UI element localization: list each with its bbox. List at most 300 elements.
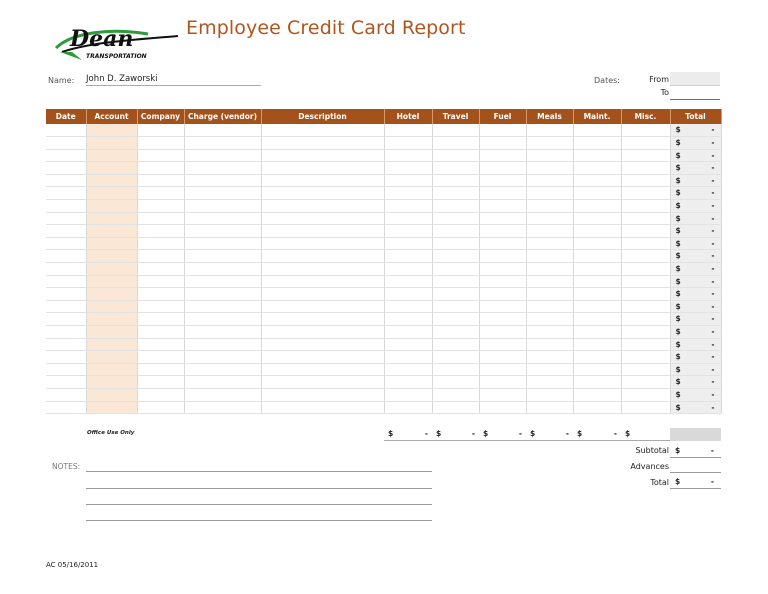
misc-cell[interactable] — [621, 162, 670, 175]
date-cell[interactable] — [46, 200, 86, 213]
description-cell[interactable] — [261, 300, 384, 313]
sum-value: - — [471, 429, 475, 438]
description-cell[interactable] — [261, 401, 384, 414]
company-cell[interactable] — [137, 313, 184, 326]
fuel-cell[interactable] — [479, 212, 526, 225]
company-cell[interactable] — [137, 401, 184, 414]
maint-cell[interactable] — [573, 376, 621, 389]
date-cell[interactable] — [46, 162, 86, 175]
date-cell[interactable] — [46, 237, 86, 250]
table-row — [46, 388, 721, 401]
company-cell[interactable] — [137, 376, 184, 389]
fuel-cell[interactable] — [479, 250, 526, 263]
misc-cell[interactable] — [621, 300, 670, 313]
hotel-cell[interactable] — [384, 124, 432, 137]
date-cell[interactable] — [46, 313, 86, 326]
meals-cell[interactable] — [526, 124, 573, 137]
description-cell[interactable] — [261, 174, 384, 187]
column-header: Maint. — [573, 109, 621, 124]
account-cell[interactable] — [86, 300, 137, 313]
travel-cell[interactable] — [432, 388, 479, 401]
company-cell[interactable] — [137, 250, 184, 263]
advances-field[interactable] — [670, 459, 721, 473]
description-cell[interactable] — [261, 363, 384, 376]
meals-cell[interactable] — [526, 313, 573, 326]
company-cell[interactable] — [137, 174, 184, 187]
company-cell[interactable] — [137, 263, 184, 276]
vendor-cell[interactable] — [184, 237, 261, 250]
maint-cell[interactable] — [573, 338, 621, 351]
meals-cell[interactable] — [526, 363, 573, 376]
currency-symbol: $ — [388, 429, 394, 438]
misc-cell[interactable] — [621, 376, 670, 389]
misc-cell[interactable] — [621, 250, 670, 263]
account-cell[interactable] — [86, 200, 137, 213]
travel-cell[interactable] — [432, 174, 479, 187]
maint-cell[interactable] — [573, 275, 621, 288]
meals-cell[interactable] — [526, 162, 573, 175]
date-cell[interactable] — [46, 225, 86, 238]
fuel-cell[interactable] — [479, 313, 526, 326]
row-total-cell — [670, 288, 721, 301]
misc-cell[interactable] — [621, 338, 670, 351]
travel-cell[interactable] — [432, 212, 479, 225]
account-cell[interactable] — [86, 376, 137, 389]
maint-cell[interactable] — [573, 351, 621, 364]
currency-symbol: $ — [675, 301, 681, 311]
description-cell[interactable] — [261, 250, 384, 263]
meals-cell[interactable] — [526, 212, 573, 225]
meals-cell[interactable] — [526, 388, 573, 401]
company-cell[interactable] — [137, 388, 184, 401]
account-cell[interactable] — [86, 174, 137, 187]
hotel-cell[interactable] — [384, 401, 432, 414]
vendor-cell[interactable] — [184, 326, 261, 339]
company-cell[interactable] — [137, 300, 184, 313]
vendor-cell[interactable] — [184, 250, 261, 263]
row-total-value: - — [711, 138, 715, 148]
maint-cell[interactable] — [573, 300, 621, 313]
misc-cell[interactable] — [621, 137, 670, 150]
maint-cell[interactable] — [573, 401, 621, 414]
maint-cell[interactable] — [573, 124, 621, 137]
travel-cell[interactable] — [432, 149, 479, 162]
hotel-cell[interactable] — [384, 376, 432, 389]
hotel-cell[interactable] — [384, 300, 432, 313]
vendor-cell[interactable] — [184, 376, 261, 389]
subtotal-label: Subtotal — [635, 446, 669, 455]
misc-cell[interactable] — [621, 212, 670, 225]
account-cell[interactable] — [86, 338, 137, 351]
hotel-cell[interactable] — [384, 388, 432, 401]
company-cell[interactable] — [137, 363, 184, 376]
currency-symbol: $ — [675, 226, 681, 236]
travel-cell[interactable] — [432, 338, 479, 351]
from-date-field[interactable] — [670, 72, 720, 86]
date-cell[interactable] — [46, 300, 86, 313]
fuel-cell[interactable] — [479, 363, 526, 376]
misc-cell[interactable] — [621, 401, 670, 414]
meals-cell[interactable] — [526, 187, 573, 200]
fuel-cell[interactable] — [479, 388, 526, 401]
maint-cell[interactable] — [573, 388, 621, 401]
account-cell[interactable] — [86, 363, 137, 376]
vendor-cell[interactable] — [184, 149, 261, 162]
date-cell[interactable] — [46, 326, 86, 339]
maint-cell[interactable] — [573, 288, 621, 301]
description-cell[interactable] — [261, 162, 384, 175]
misc-cell[interactable] — [621, 363, 670, 376]
hotel-cell[interactable] — [384, 200, 432, 213]
travel-cell[interactable] — [432, 326, 479, 339]
maint-cell[interactable] — [573, 263, 621, 276]
meals-cell[interactable] — [526, 149, 573, 162]
hotel-cell[interactable] — [384, 149, 432, 162]
description-cell[interactable] — [261, 124, 384, 137]
company-cell[interactable] — [137, 338, 184, 351]
account-cell[interactable] — [86, 212, 137, 225]
row-total-cell — [670, 326, 721, 339]
hotel-cell[interactable] — [384, 313, 432, 326]
fuel-cell[interactable] — [479, 124, 526, 137]
travel-cell[interactable] — [432, 288, 479, 301]
company-cell[interactable] — [137, 351, 184, 364]
currency-symbol: $ — [675, 276, 681, 286]
fuel-cell[interactable] — [479, 351, 526, 364]
fuel-cell[interactable] — [479, 137, 526, 150]
travel-cell[interactable] — [432, 124, 479, 137]
fuel-cell[interactable] — [479, 288, 526, 301]
travel-cell[interactable] — [432, 237, 479, 250]
table-row — [46, 326, 721, 339]
description-cell[interactable] — [261, 149, 384, 162]
description-cell[interactable] — [261, 376, 384, 389]
fuel-cell[interactable] — [479, 237, 526, 250]
fuel-cell[interactable] — [479, 187, 526, 200]
row-total-value: - — [711, 402, 715, 412]
date-cell[interactable] — [46, 137, 86, 150]
meals-cell[interactable] — [526, 351, 573, 364]
vendor-cell[interactable] — [184, 263, 261, 276]
vendor-cell[interactable] — [184, 388, 261, 401]
company-cell[interactable] — [137, 237, 184, 250]
date-cell[interactable] — [46, 174, 86, 187]
date-cell[interactable] — [46, 288, 86, 301]
notes-label: NOTES: — [52, 462, 81, 471]
company-cell[interactable] — [137, 326, 184, 339]
fuel-cell[interactable] — [479, 376, 526, 389]
vendor-cell[interactable] — [184, 275, 261, 288]
description-cell[interactable] — [261, 237, 384, 250]
fuel-cell[interactable] — [479, 326, 526, 339]
travel-cell[interactable] — [432, 162, 479, 175]
vendor-cell[interactable] — [184, 300, 261, 313]
hotel-cell[interactable] — [384, 250, 432, 263]
maint-cell[interactable] — [573, 363, 621, 376]
currency-symbol: $ — [675, 175, 681, 185]
currency-symbol: $ — [675, 138, 681, 148]
misc-cell[interactable] — [621, 237, 670, 250]
name-field[interactable]: John D. Zaworski — [86, 74, 261, 86]
travel-cell[interactable] — [432, 376, 479, 389]
account-cell[interactable] — [86, 149, 137, 162]
row-total-cell — [670, 200, 721, 213]
travel-cell[interactable] — [432, 187, 479, 200]
description-cell[interactable] — [261, 351, 384, 364]
misc-cell[interactable] — [621, 313, 670, 326]
maint-cell[interactable] — [573, 212, 621, 225]
account-cell[interactable] — [86, 250, 137, 263]
date-cell[interactable] — [46, 275, 86, 288]
vendor-cell[interactable] — [184, 212, 261, 225]
meals-cell[interactable] — [526, 288, 573, 301]
meals-cell[interactable] — [526, 225, 573, 238]
travel-cell[interactable] — [432, 300, 479, 313]
hotel-cell[interactable] — [384, 187, 432, 200]
company-cell[interactable] — [137, 149, 184, 162]
maint-cell[interactable] — [573, 187, 621, 200]
hotel-cell[interactable] — [384, 275, 432, 288]
company-cell[interactable] — [137, 225, 184, 238]
company-cell[interactable] — [137, 187, 184, 200]
misc-cell[interactable] — [621, 187, 670, 200]
vendor-cell[interactable] — [184, 401, 261, 414]
currency-symbol: $ — [675, 402, 681, 412]
fuel-cell[interactable] — [479, 338, 526, 351]
hotel-cell[interactable] — [384, 162, 432, 175]
to-date-field[interactable] — [670, 86, 720, 100]
row-total-value: - — [711, 251, 715, 261]
misc-cell[interactable] — [621, 149, 670, 162]
date-cell[interactable] — [46, 124, 86, 137]
misc-cell[interactable] — [621, 174, 670, 187]
vendor-cell[interactable] — [184, 187, 261, 200]
fuel-cell[interactable] — [479, 149, 526, 162]
travel-cell[interactable] — [432, 275, 479, 288]
hotel-cell[interactable] — [384, 237, 432, 250]
maint-cell[interactable] — [573, 225, 621, 238]
misc-cell[interactable] — [621, 200, 670, 213]
account-cell[interactable] — [86, 326, 137, 339]
vendor-cell[interactable] — [184, 363, 261, 376]
hotel-cell[interactable] — [384, 288, 432, 301]
date-cell[interactable] — [46, 363, 86, 376]
description-cell[interactable] — [261, 263, 384, 276]
travel-cell[interactable] — [432, 313, 479, 326]
account-cell[interactable] — [86, 401, 137, 414]
meals-cell[interactable] — [526, 401, 573, 414]
table-row — [46, 212, 721, 225]
maint-cell[interactable] — [573, 237, 621, 250]
company-cell[interactable] — [137, 288, 184, 301]
maint-cell[interactable] — [573, 200, 621, 213]
date-cell[interactable] — [46, 187, 86, 200]
hotel-cell[interactable] — [384, 225, 432, 238]
description-cell[interactable] — [261, 275, 384, 288]
vendor-cell[interactable] — [184, 174, 261, 187]
account-cell[interactable] — [86, 275, 137, 288]
misc-cell[interactable] — [621, 326, 670, 339]
date-cell[interactable] — [46, 212, 86, 225]
vendor-cell[interactable] — [184, 288, 261, 301]
column-header: Total — [670, 109, 721, 124]
description-cell[interactable] — [261, 200, 384, 213]
account-cell[interactable] — [86, 313, 137, 326]
company-cell[interactable] — [137, 212, 184, 225]
misc-cell[interactable] — [621, 275, 670, 288]
vendor-cell[interactable] — [184, 137, 261, 150]
hotel-cell[interactable] — [384, 363, 432, 376]
account-cell[interactable] — [86, 237, 137, 250]
misc-cell[interactable] — [621, 225, 670, 238]
company-cell[interactable] — [137, 162, 184, 175]
row-total-cell — [670, 137, 721, 150]
sum-value: - — [424, 429, 428, 438]
table-row — [46, 200, 721, 213]
hotel-cell[interactable] — [384, 326, 432, 339]
fuel-cell[interactable] — [479, 174, 526, 187]
meals-cell[interactable] — [526, 300, 573, 313]
description-cell[interactable] — [261, 212, 384, 225]
description-cell[interactable] — [261, 313, 384, 326]
hotel-cell[interactable] — [384, 174, 432, 187]
company-cell[interactable] — [137, 275, 184, 288]
maint-sum — [573, 428, 621, 441]
column-header: Travel — [432, 109, 479, 124]
travel-cell[interactable] — [432, 363, 479, 376]
account-cell[interactable] — [86, 351, 137, 364]
fuel-cell[interactable] — [479, 225, 526, 238]
date-cell[interactable] — [46, 250, 86, 263]
sum-value: - — [613, 429, 617, 438]
account-cell[interactable] — [86, 288, 137, 301]
account-cell[interactable] — [86, 187, 137, 200]
vendor-cell[interactable] — [184, 162, 261, 175]
currency-symbol: $ — [675, 377, 681, 387]
vendor-cell[interactable] — [184, 225, 261, 238]
account-cell[interactable] — [86, 263, 137, 276]
meals-cell[interactable] — [526, 263, 573, 276]
meals-cell[interactable] — [526, 275, 573, 288]
misc-cell[interactable] — [621, 388, 670, 401]
travel-cell[interactable] — [432, 401, 479, 414]
maint-cell[interactable] — [573, 137, 621, 150]
date-cell[interactable] — [46, 376, 86, 389]
row-total-value: - — [711, 352, 715, 362]
vendor-cell[interactable] — [184, 313, 261, 326]
maint-cell[interactable] — [573, 250, 621, 263]
description-cell[interactable] — [261, 326, 384, 339]
misc-cell[interactable] — [621, 288, 670, 301]
travel-cell[interactable] — [432, 200, 479, 213]
account-cell[interactable] — [86, 124, 137, 137]
travel-cell[interactable] — [432, 225, 479, 238]
meals-cell[interactable] — [526, 237, 573, 250]
fuel-cell[interactable] — [479, 200, 526, 213]
currency-symbol: $ — [675, 289, 681, 299]
vendor-cell[interactable] — [184, 338, 261, 351]
notes-line[interactable] — [86, 471, 432, 472]
description-cell[interactable] — [261, 338, 384, 351]
maint-cell[interactable] — [573, 174, 621, 187]
hotel-cell[interactable] — [384, 212, 432, 225]
maint-cell[interactable] — [573, 326, 621, 339]
travel-cell[interactable] — [432, 351, 479, 364]
misc-cell[interactable] — [621, 263, 670, 276]
maint-cell[interactable] — [573, 149, 621, 162]
fuel-cell[interactable] — [479, 162, 526, 175]
notes-line[interactable] — [86, 488, 432, 489]
account-cell[interactable] — [86, 137, 137, 150]
company-cell[interactable] — [137, 124, 184, 137]
description-cell[interactable] — [261, 137, 384, 150]
fuel-cell[interactable] — [479, 263, 526, 276]
misc-cell[interactable] — [621, 124, 670, 137]
notes-line[interactable] — [86, 520, 432, 521]
description-cell[interactable] — [261, 187, 384, 200]
misc-cell[interactable] — [621, 351, 670, 364]
maint-cell[interactable] — [573, 162, 621, 175]
description-cell[interactable] — [261, 225, 384, 238]
account-cell[interactable] — [86, 388, 137, 401]
vendor-cell[interactable] — [184, 200, 261, 213]
date-cell[interactable] — [46, 149, 86, 162]
meals-cell[interactable] — [526, 200, 573, 213]
hotel-cell[interactable] — [384, 263, 432, 276]
meals-cell[interactable] — [526, 137, 573, 150]
date-cell[interactable] — [46, 351, 86, 364]
vendor-cell[interactable] — [184, 124, 261, 137]
company-cell[interactable] — [137, 137, 184, 150]
hotel-cell[interactable] — [384, 338, 432, 351]
row-total-value: - — [711, 264, 715, 274]
travel-sum — [432, 428, 479, 441]
meals-sum — [526, 428, 573, 441]
description-cell[interactable] — [261, 288, 384, 301]
currency-symbol: $ — [625, 429, 631, 438]
hotel-cell[interactable] — [384, 137, 432, 150]
notes-line[interactable] — [86, 504, 432, 505]
travel-cell[interactable] — [432, 263, 479, 276]
date-cell[interactable] — [46, 338, 86, 351]
date-cell[interactable] — [46, 388, 86, 401]
meals-cell[interactable] — [526, 250, 573, 263]
fuel-cell[interactable] — [479, 300, 526, 313]
expense-table — [46, 109, 722, 414]
account-cell[interactable] — [86, 225, 137, 238]
company-cell[interactable] — [137, 200, 184, 213]
travel-cell[interactable] — [432, 137, 479, 150]
fuel-cell[interactable] — [479, 401, 526, 414]
currency-symbol: $ — [483, 429, 489, 438]
currency-symbol: $ — [675, 163, 681, 173]
description-cell[interactable] — [261, 388, 384, 401]
row-total-cell — [670, 124, 721, 137]
date-cell[interactable] — [46, 263, 86, 276]
fuel-cell[interactable] — [479, 275, 526, 288]
travel-cell[interactable] — [432, 250, 479, 263]
vendor-cell[interactable] — [184, 351, 261, 364]
maint-cell[interactable] — [573, 313, 621, 326]
account-cell[interactable] — [86, 162, 137, 175]
currency-symbol: $ — [675, 188, 681, 198]
meals-cell[interactable] — [526, 326, 573, 339]
meals-cell[interactable] — [526, 174, 573, 187]
meals-cell[interactable] — [526, 376, 573, 389]
meals-cell[interactable] — [526, 338, 573, 351]
date-cell[interactable] — [46, 401, 86, 414]
hotel-cell[interactable] — [384, 351, 432, 364]
